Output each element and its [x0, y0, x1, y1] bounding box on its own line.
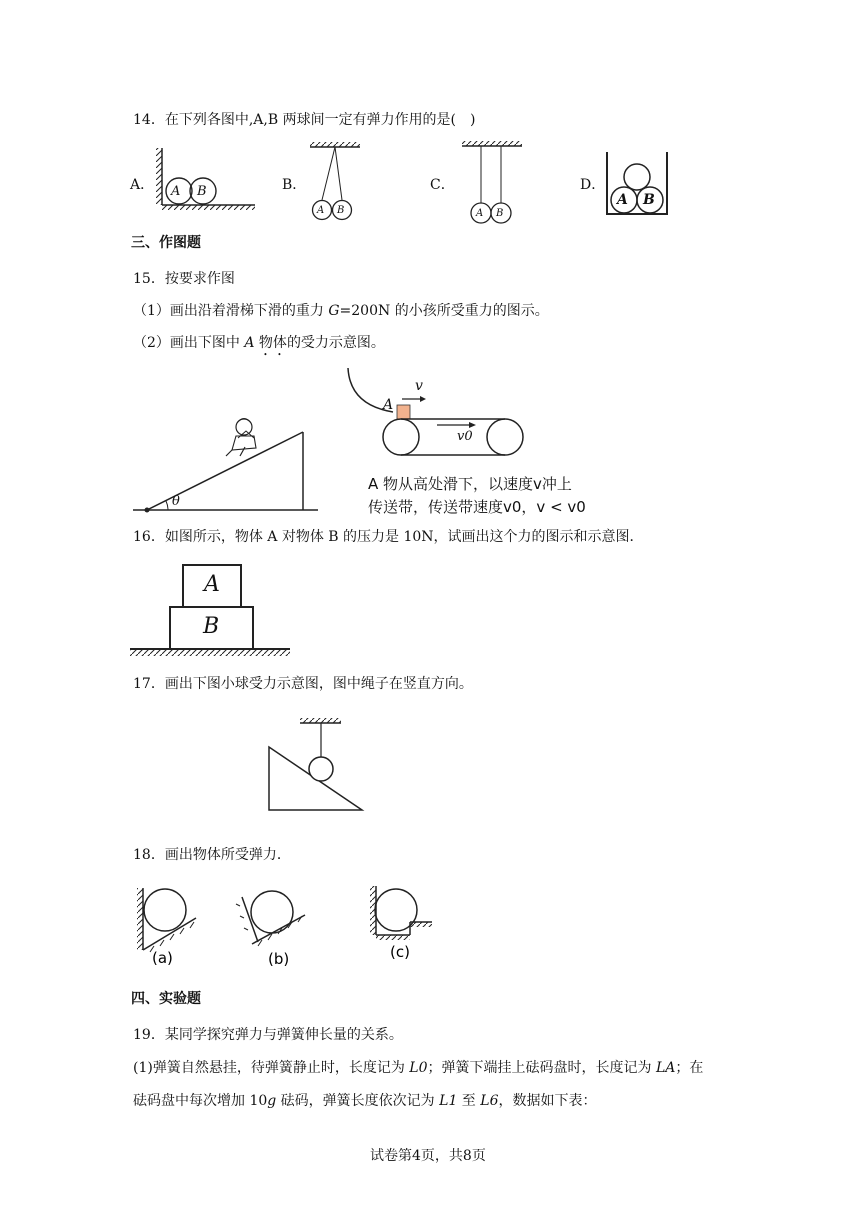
- child-icon: [226, 419, 256, 457]
- q15-slide-figure: [133, 419, 318, 513]
- q14-a-ball-label-b: B: [197, 184, 207, 199]
- block-a-label: A: [204, 572, 220, 597]
- q18-figure-a: [137, 888, 196, 967]
- section-title-3: 三、作图题: [131, 235, 201, 251]
- q14-option-d-label: D．: [580, 177, 606, 193]
- q14-c-ball-label-b: B: [496, 208, 504, 219]
- q15-conveyor-figure: [348, 368, 523, 455]
- q14-b-ball-label-b: B: [337, 205, 345, 216]
- q19-part1-line1: (1)弹簧自然悬挂，待弹簧静止时，长度记为 L0；弹簧下端挂上砝码盘时，长度记为 LA；在: [133, 1060, 704, 1076]
- section-title-4: 四、实验题: [131, 991, 201, 1007]
- conveyor-caption-line1: A 物从高处滑下，以速度v冲上: [368, 475, 572, 493]
- q14-a-ball-label-a: A: [171, 184, 181, 199]
- conveyor-caption-line2: 传送带，传送带速度v0，v < v0: [368, 498, 586, 516]
- q15-part2: （2）画出下图中 A 物体的受力示意图。: [133, 335, 385, 351]
- q16-stem: 16．如图所示，物体 A 对物体 B 的压力是 10N，试画出这个力的图示和示意图．: [133, 529, 644, 545]
- q14-option-c-label: C．: [430, 177, 455, 193]
- q17-stem: 17．画出下图小球受力示意图，图中绳子在竖直方向。: [133, 676, 473, 692]
- q17-ball-figure: [269, 718, 362, 810]
- q18-label-b: (b): [268, 950, 290, 968]
- q18-figure-b: [236, 891, 305, 968]
- q18-stem: 18．画出物体所受弹力．: [133, 847, 291, 863]
- block-b-label: B: [203, 614, 220, 639]
- conveyor-block-label: A: [383, 397, 394, 413]
- q14-figure-c: [462, 141, 522, 223]
- q15-part1: （1）画出沿着滑梯下滑的重力 G=200N 的小孩所受重力的图示。: [133, 303, 549, 319]
- q14-figure-d: [607, 152, 667, 214]
- q15-stem: 15．按要求作图: [133, 271, 235, 287]
- q14-option-a-label: A．: [130, 177, 155, 193]
- q19-stem: 19．某同学探究弹力与弹簧伸长量的关系。: [133, 1027, 403, 1043]
- q14-b-ball-label-a: A: [317, 205, 325, 216]
- q18-label-a: (a): [152, 949, 173, 967]
- q14-d-ball-label-b: B: [643, 192, 655, 208]
- q14-option-b-label: B．: [282, 177, 307, 193]
- velocity-v-label: v: [415, 378, 423, 394]
- q14-d-ball-label-a: A: [617, 192, 628, 208]
- q19-part1-line2: 砝码盘中每次增加 10g 砝码，弹簧长度依次记为 L1 至 L6，数据如下表：: [133, 1093, 597, 1109]
- q14-c-ball-label-a: A: [476, 208, 484, 219]
- q14-stem: 14．在下列各图中,A,B 两球间一定有弹力作用的是( ): [133, 112, 476, 128]
- q18-label-c: (c): [390, 943, 410, 961]
- page-footer: 试卷第4页，共8页: [370, 1148, 486, 1164]
- q18-figure-c: [370, 886, 432, 961]
- theta-label: θ: [172, 494, 180, 509]
- velocity-v0-label: v0: [457, 429, 473, 444]
